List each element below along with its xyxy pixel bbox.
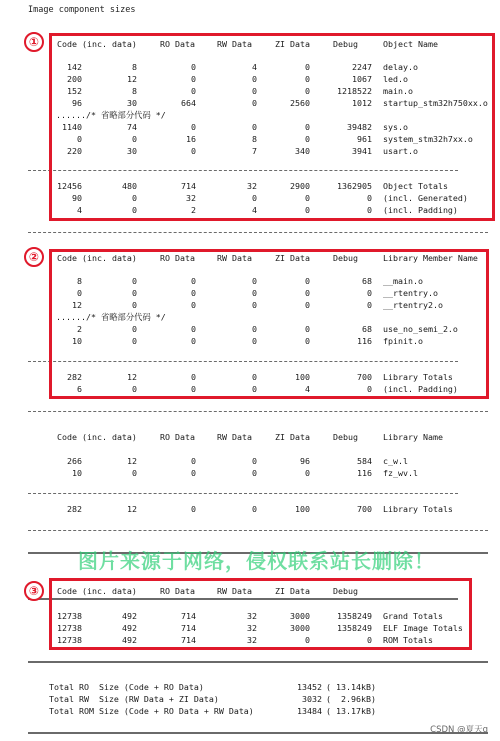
table-cell: ( 13.14kB) (326, 682, 376, 692)
table-cell: 3000 (290, 611, 310, 621)
table-cell: ZI Data (275, 253, 310, 263)
table-cell: 152 (67, 86, 82, 96)
table-cell: 10 (72, 468, 82, 478)
separator-line (28, 411, 488, 412)
table-cell: ZI Data (275, 432, 310, 442)
table-cell: 0 (191, 372, 196, 382)
separator-line (28, 530, 488, 531)
table-cell: 700 (357, 504, 372, 514)
table-cell: 0 (367, 384, 372, 394)
table-cell: system_stm32h7xx.o (383, 134, 473, 144)
table-cell: 116 (357, 468, 372, 478)
table-cell: 96 (72, 98, 82, 108)
table-cell: 4 (252, 205, 257, 215)
table-cell: 0 (77, 288, 82, 298)
table-cell: 4 (305, 384, 310, 394)
highlight-box-grand-totals (49, 578, 472, 650)
table-cell: 0 (132, 384, 137, 394)
table-cell: Debug (333, 253, 358, 263)
marker-badge-3: ③ (24, 581, 44, 601)
table-cell: Object Name (383, 39, 438, 49)
table-cell: 30 (127, 146, 137, 156)
table-cell: led.o (383, 74, 408, 84)
table-cell: Total ROM Size (Code + RO Data + RW Data) (49, 706, 254, 716)
table-cell: 200 (67, 74, 82, 84)
table-cell: 10 (72, 336, 82, 346)
table-cell: __main.o (383, 276, 423, 286)
table-cell: Debug (333, 432, 358, 442)
table-cell: 0 (191, 62, 196, 72)
table-cell: 0 (305, 300, 310, 310)
table-cell: 39482 (347, 122, 372, 132)
table-cell: 0 (305, 74, 310, 84)
table-cell: 8 (132, 86, 137, 96)
table-cell: 32 (247, 611, 257, 621)
table-cell: 0 (305, 134, 310, 144)
table-cell: 0 (305, 122, 310, 132)
separator-line (28, 493, 458, 494)
table-cell: RW Data (217, 39, 252, 49)
table-cell: 100 (295, 504, 310, 514)
table-cell: (incl. Padding) (383, 205, 458, 215)
table-cell: 0 (252, 276, 257, 286)
table-cell: 0 (132, 134, 137, 144)
table-cell: 0 (132, 288, 137, 298)
table-cell: Code (inc. data) (57, 39, 137, 49)
table-cell: 100 (295, 372, 310, 382)
table-cell: 0 (132, 276, 137, 286)
table-cell: 220 (67, 146, 82, 156)
table-cell: 142 (67, 62, 82, 72)
table-cell: 0 (305, 635, 310, 645)
table-cell: 0 (191, 456, 196, 466)
table-cell: 0 (191, 336, 196, 346)
table-cell: 0 (191, 86, 196, 96)
footer-credit: CSDN @夏天g (430, 725, 488, 735)
table-cell: usart.o (383, 146, 418, 156)
table-cell: 32 (247, 635, 257, 645)
table-cell: 0 (252, 456, 257, 466)
table-cell: 480 (122, 181, 137, 191)
table-cell: ELF Image Totals (383, 623, 463, 633)
table-cell: 0 (252, 86, 257, 96)
table-cell: ....../* 省略部分代码 */ (56, 312, 166, 322)
table-cell: 3032 (302, 694, 322, 704)
table-cell: 1362905 (337, 181, 372, 191)
table-cell: 12456 (57, 181, 82, 191)
table-cell: main.o (383, 86, 413, 96)
table-cell: 714 (181, 635, 196, 645)
table-cell: 0 (305, 468, 310, 478)
table-cell: 282 (67, 504, 82, 514)
table-cell: 0 (367, 300, 372, 310)
table-cell: Code (inc. data) (57, 432, 137, 442)
table-cell: RO Data (160, 39, 195, 49)
table-cell: 0 (367, 205, 372, 215)
table-cell: fz_wv.l (383, 468, 418, 478)
table-cell: 8 (132, 62, 137, 72)
table-cell: c_w.l (383, 456, 408, 466)
table-cell: 3941 (352, 146, 372, 156)
table-cell: 4 (252, 62, 257, 72)
table-cell: Debug (333, 586, 358, 596)
table-cell: 0 (191, 122, 196, 132)
table-cell: startup_stm32h750xx.o (383, 98, 488, 108)
table-cell: 0 (305, 336, 310, 346)
table-cell: 282 (67, 372, 82, 382)
table-cell: Library Member Name (383, 253, 478, 263)
table-cell: Grand Totals (383, 611, 443, 621)
table-cell: 0 (191, 74, 196, 84)
table-cell: 1012 (352, 98, 372, 108)
table-cell: 0 (252, 468, 257, 478)
table-cell: 0 (77, 134, 82, 144)
table-cell: 584 (357, 456, 372, 466)
table-cell: RW Data (217, 432, 252, 442)
page-title: Image component sizes (28, 5, 136, 15)
table-cell: 492 (122, 611, 137, 621)
table-cell: 0 (252, 98, 257, 108)
table-cell: 0 (305, 276, 310, 286)
highlight-box-objects (49, 33, 495, 221)
table-cell: 32 (247, 623, 257, 633)
table-cell: 0 (132, 468, 137, 478)
summary-row (0, 681, 500, 693)
table-cell: 0 (305, 288, 310, 298)
table-cell: Library Totals (383, 504, 453, 514)
table-cell: ( 13.17kB) (326, 706, 376, 716)
table-cell: 0 (252, 324, 257, 334)
table-cell: 0 (305, 193, 310, 203)
table-cell: 700 (357, 372, 372, 382)
table-cell: 32 (186, 193, 196, 203)
table-cell: 0 (132, 336, 137, 346)
table-cell: 0 (132, 300, 137, 310)
table-cell: 714 (181, 611, 196, 621)
table-cell: 0 (252, 372, 257, 382)
table-cell: fpinit.o (383, 336, 423, 346)
table-cell: ( 2.96kB) (326, 694, 376, 704)
table-cell: 32 (247, 181, 257, 191)
table-cell: 0 (305, 324, 310, 334)
table-cell: Debug (333, 39, 358, 49)
summary-row (0, 693, 500, 705)
table-cell: 12 (127, 504, 137, 514)
table-cell: RO Data (160, 432, 195, 442)
table-cell: 12 (127, 456, 137, 466)
highlight-box-library-members (49, 249, 489, 399)
table-cell: 714 (181, 181, 196, 191)
table-cell: 68 (362, 276, 372, 286)
table-cell: 2900 (290, 181, 310, 191)
table-row (0, 467, 500, 479)
table-cell: 1140 (62, 122, 82, 132)
table-cell: 2247 (352, 62, 372, 72)
table-cell: 0 (132, 193, 137, 203)
table-cell: 12 (127, 74, 137, 84)
table-cell: 12738 (57, 623, 82, 633)
table-cell: 0 (305, 62, 310, 72)
table-cell: 1067 (352, 74, 372, 84)
table-cell: 30 (127, 98, 137, 108)
table-cell: 0 (252, 504, 257, 514)
table-row (0, 455, 500, 467)
table-cell: 0 (252, 193, 257, 203)
table-cell: 8 (77, 276, 82, 286)
table-cell: sys.o (383, 122, 408, 132)
table-cell: 0 (252, 288, 257, 298)
table-cell: 4 (77, 205, 82, 215)
table-cell: 2 (191, 205, 196, 215)
table-cell: 0 (191, 324, 196, 334)
table-cell: Total RW Size (RW Data + ZI Data) (49, 694, 219, 704)
table-cell: 0 (252, 122, 257, 132)
table-cell: use_no_semi_2.o (383, 324, 458, 334)
table-cell: 1358249 (337, 623, 372, 633)
separator-line (28, 732, 488, 734)
table-cell: 492 (122, 635, 137, 645)
table-cell: 74 (127, 122, 137, 132)
table-cell: 664 (181, 98, 196, 108)
table-cell: 8 (252, 134, 257, 144)
table-cell: 0 (252, 336, 257, 346)
summary-row (0, 705, 500, 717)
table-cell: 13452 (297, 682, 322, 692)
table-cell: 0 (252, 384, 257, 394)
table-cell: RW Data (217, 253, 252, 263)
table-cell: 2 (77, 324, 82, 334)
separator-line (28, 232, 488, 233)
table-cell: 0 (252, 74, 257, 84)
table-cell: 0 (367, 288, 372, 298)
table-cell: 13484 (297, 706, 322, 716)
table-cell: 12738 (57, 635, 82, 645)
table-cell: 0 (191, 300, 196, 310)
marker-badge-2: ② (24, 247, 44, 267)
table-cell: (incl. Padding) (383, 384, 458, 394)
marker-badge-1: ① (24, 32, 44, 52)
table-cell: ....../* 省略部分代码 */ (56, 110, 166, 120)
table-header (0, 431, 500, 443)
table-cell: 90 (72, 193, 82, 203)
table-cell: 116 (357, 336, 372, 346)
table-row (0, 503, 500, 515)
watermark-text: 图片来源于网络，侵权联系站长删除！ (78, 549, 435, 573)
table-cell: 1358249 (337, 611, 372, 621)
table-cell: 3000 (290, 623, 310, 633)
table-cell: ZI Data (275, 39, 310, 49)
table-cell: Code (inc. data) (57, 586, 137, 596)
table-cell: Code (inc. data) (57, 253, 137, 263)
table-cell: 0 (132, 324, 137, 334)
table-cell: 0 (191, 468, 196, 478)
table-cell: 0 (191, 146, 196, 156)
separator-line (28, 661, 488, 663)
table-cell: 12 (72, 300, 82, 310)
table-cell: 2560 (290, 98, 310, 108)
table-cell: 0 (305, 205, 310, 215)
table-cell: 0 (191, 276, 196, 286)
table-cell: Library Name (383, 432, 443, 442)
table-cell: 0 (367, 635, 372, 645)
table-cell: Object Totals (383, 181, 448, 191)
table-cell: 0 (132, 205, 137, 215)
table-cell: 96 (300, 456, 310, 466)
table-cell: __rtentry2.o (383, 300, 443, 310)
table-cell: RO Data (160, 253, 195, 263)
table-cell: 0 (305, 86, 310, 96)
table-cell: 1218522 (337, 86, 372, 96)
table-cell: 340 (295, 146, 310, 156)
table-cell: RW Data (217, 586, 252, 596)
table-cell: 0 (191, 288, 196, 298)
table-cell: RO Data (160, 586, 195, 596)
table-cell: 0 (367, 193, 372, 203)
table-cell: 16 (186, 134, 196, 144)
table-cell: 266 (67, 456, 82, 466)
table-cell: 12738 (57, 611, 82, 621)
table-cell: Total RO Size (Code + RO Data) (49, 682, 204, 692)
table-cell: 492 (122, 623, 137, 633)
table-cell: __rtentry.o (383, 288, 438, 298)
table-cell: 6 (77, 384, 82, 394)
table-cell: ZI Data (275, 586, 310, 596)
table-cell: 7 (252, 146, 257, 156)
table-cell: 0 (191, 504, 196, 514)
table-cell: 714 (181, 623, 196, 633)
table-cell: delay.o (383, 62, 418, 72)
table-cell: 0 (191, 384, 196, 394)
table-cell: 68 (362, 324, 372, 334)
table-cell: Library Totals (383, 372, 453, 382)
table-cell: 0 (252, 300, 257, 310)
table-cell: 961 (357, 134, 372, 144)
table-cell: 12 (127, 372, 137, 382)
table-cell: (incl. Generated) (383, 193, 468, 203)
table-cell: ROM Totals (383, 635, 433, 645)
